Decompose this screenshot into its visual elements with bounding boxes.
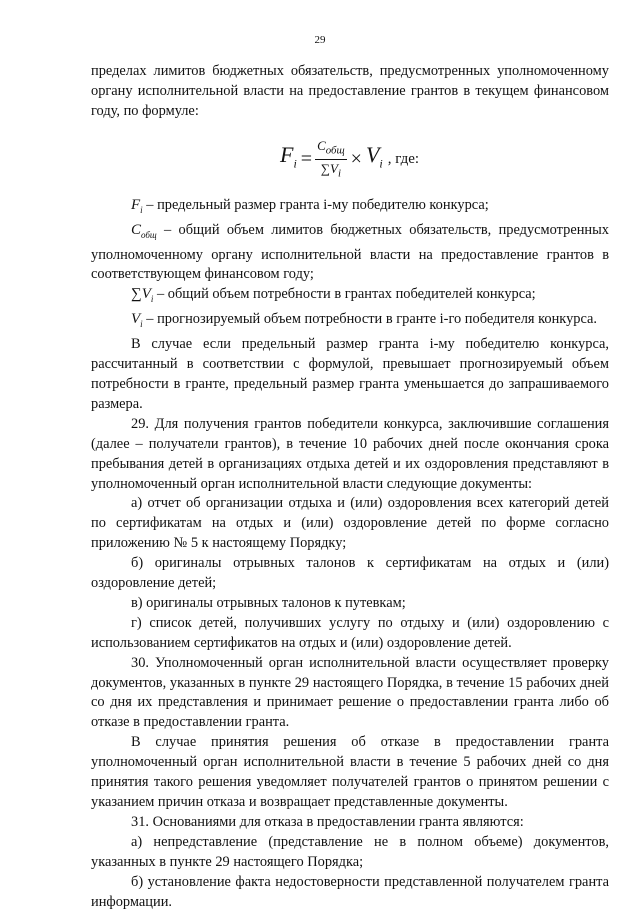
definition-item: $V_i$ – прогнозируемый объем потребности в гранте i-го победителя конкурса.	[131, 311, 598, 330]
definition-symbol: $V_i$	[131, 311, 143, 330]
formula-suffix: , где:	[387, 150, 420, 167]
list-item: в) оригиналы отрывных талонов к путевкам;	[131, 594, 406, 611]
body-paragraph: 30. Уполномоченный орган исполнительной власти осуществляет проверку документов, указанных в пункте 29 настоящего Порядка, в течение 15 рабочих дней со дня их представления и принимает решение о предоставлении гранта либо об отказе в предоставлении гранта.	[91, 654, 609, 731]
formula-numerator: $C_{общ}$	[315, 138, 347, 161]
body-paragraph: В случае принятия решения об отказе в предоставлении гранта уполномоченный орган исполнительной власти в течение 5 рабочих дней со дня принятия такого решения уведомляет получателей грантов о принятом решении с указанием причин отказа и возвращает представленные документы.	[91, 734, 609, 810]
formula-equals: =	[300, 147, 313, 170]
formula-rhs: $V_i$	[365, 142, 383, 171]
formula-denominator: $\sum V_i$	[320, 161, 341, 180]
list-item: б) установление факта недостоверности представленной получателем гранта информации.	[91, 873, 609, 910]
formula-times: ×	[350, 147, 362, 170]
grant-formula	[91, 122, 609, 196]
definition-symbol: $\sum V_i$	[131, 286, 154, 305]
formula-expression	[280, 137, 420, 180]
body-paragraph: 29. Для получения грантов победители конкурса, заключившие соглашения (далее – получатели грантов), в течение 10 рабочих дней после окончания срока пребывания детей в организациях отдыха детей и их оздоровления представляют в уполномоченный орган исполнительной власти следующие документы:	[91, 415, 609, 492]
list-item: а) отчет об организации отдыха и (или) оздоровления всех категорий детей по сертификатам на отдых и (или) оздоровление детей по форме согласно приложению № 5 к настоящему Порядку;	[91, 495, 609, 552]
definition-item: $F_i$ – предельный размер гранта i-му победителю конкурса;	[131, 196, 489, 215]
body-paragraph: 31. Основаниями для отказа в предоставлении гранта являются:	[131, 813, 524, 830]
list-item: б) оригиналы отрывных талонов к сертификатам на отдых и (или) оздоровление детей;	[91, 555, 609, 592]
document-body	[91, 62, 609, 912]
definition-symbol: $F_i$	[131, 196, 143, 215]
formula-lhs: $F_i$	[280, 142, 297, 171]
page-number: 29	[314, 34, 326, 46]
intro-paragraph: пределах лимитов бюджетных обязательств, предусмотренных уполномоченному органу исполнительной власти на предоставление грантов в текущем финансовом году, по формуле:	[91, 63, 609, 119]
definition-item: $\sum V_i$ – общий объем потребности в грантах победителей конкурса;	[131, 286, 536, 305]
list-item: а) непредставление (представление не в полном объеме) документов, указанных в пункте 29 настоящего Порядка;	[91, 833, 609, 870]
body-paragraph: В случае если предельный размер гранта i-му победителю конкурса, рассчитанный в соответствии с формулой, превышает прогнозируемый объем потребности в гранте, предельный размер гранта уменьшается до запрашиваемого размера.	[91, 336, 609, 412]
list-item: г) список детей, получивших услугу по отдыху и (или) оздоровлению с использованием сертификатов на отдых и (или) оздоровление детей.	[91, 614, 609, 651]
definition-item: $C_{общ}$ – общий объем лимитов бюджетных обязательств, предусмотренных уполномоченному органу исполнительной власти на предоставление грантов в соответствующем финансовом году;	[91, 221, 609, 283]
formula-fraction	[315, 138, 347, 182]
definition-symbol: $C_{общ}$	[131, 221, 157, 240]
